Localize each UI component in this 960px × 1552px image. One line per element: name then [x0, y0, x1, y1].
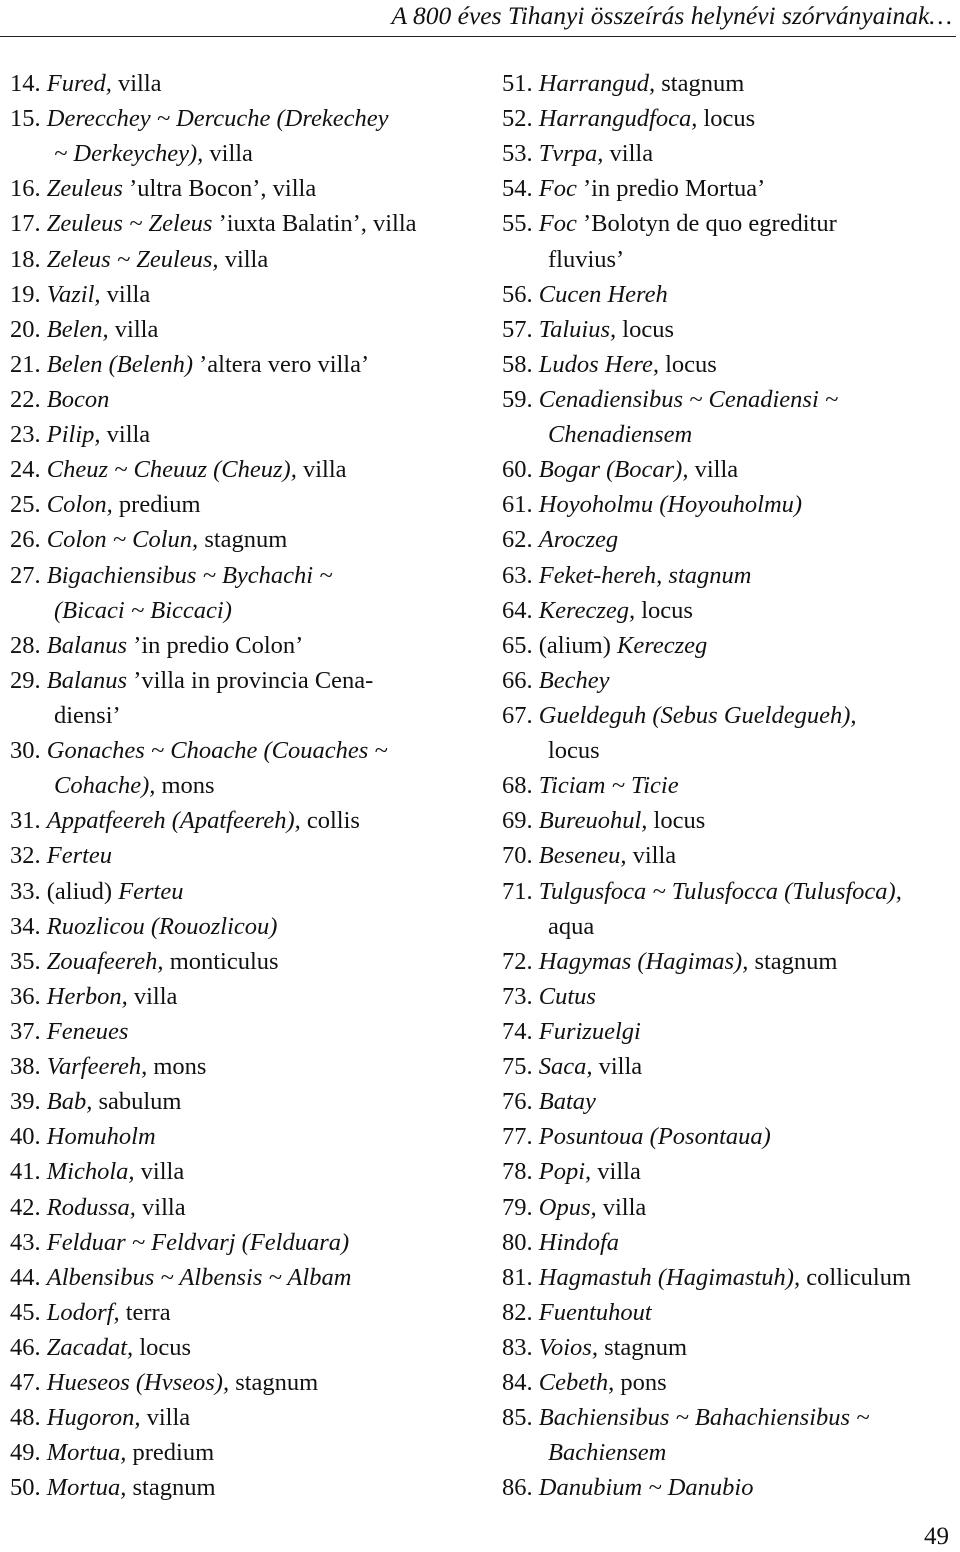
entry-text: 86.: [502, 1474, 539, 1502]
entry-text: villa: [135, 1193, 186, 1221]
entry-text: 35.: [10, 947, 47, 975]
place-name: Tvrpa,: [538, 140, 604, 168]
place-name: Tulgusfoca ~ Tulusfocca (Tulusfoca),: [538, 877, 902, 905]
entry-text: ’ultra Bocon’, villa: [122, 175, 317, 203]
place-name: Bigachiensibus ~ Bychachi ~: [46, 561, 333, 589]
place-name: Gonaches ~ Choache (Couaches ~: [46, 737, 388, 765]
place-name: Chenadiensem: [548, 421, 693, 449]
entry-text: pons: [614, 1369, 667, 1397]
list-item: [10, 522, 480, 557]
list-item: [10, 944, 480, 979]
list-item: [10, 1435, 480, 1470]
list-item: [10, 979, 480, 1014]
list-item-continuation: [10, 698, 480, 733]
list-item: [502, 1225, 960, 1260]
place-name: Rodussa,: [46, 1193, 136, 1221]
entry-text: 82.: [502, 1298, 539, 1326]
entry-text: 65. (alium): [502, 631, 617, 659]
entry-text: villa: [596, 1193, 647, 1221]
list-item: [502, 312, 960, 347]
entry-text: 57.: [502, 315, 539, 343]
place-name: ~ Derkeychey),: [54, 140, 204, 168]
list-item: [10, 1084, 480, 1119]
place-name: Danubium ~ Danubio: [538, 1474, 754, 1502]
place-name: Foc: [538, 210, 577, 238]
entry-text: predium: [112, 491, 201, 519]
list-item: [502, 66, 960, 101]
place-name: Saca,: [538, 1053, 593, 1081]
list-item-continuation: [502, 417, 960, 452]
entry-text: 42.: [10, 1193, 47, 1221]
entry-text: 75.: [502, 1053, 539, 1081]
entry-text: villa: [203, 140, 253, 168]
entry-text: 79.: [502, 1193, 539, 1221]
list-item: [10, 1365, 480, 1400]
place-name: Hugoron,: [46, 1404, 141, 1432]
list-item: [10, 838, 480, 873]
place-name: Ludos Here,: [538, 350, 659, 378]
entry-text: locus: [133, 1333, 192, 1361]
entry-text: 22.: [10, 385, 47, 413]
entry-text: 58.: [502, 350, 539, 378]
entry-text: 47.: [10, 1369, 47, 1397]
list-item: [10, 206, 480, 241]
entry-text: locus: [616, 315, 674, 343]
place-name: Varfeereh,: [46, 1053, 148, 1081]
list-item: [10, 1014, 480, 1049]
entry-text: 38.: [10, 1053, 47, 1081]
entry-text: 66.: [502, 666, 539, 694]
place-name: Michola,: [46, 1158, 135, 1186]
list-item: [502, 1014, 960, 1049]
place-name: Zeleus ~ Zeuleus,: [46, 245, 219, 273]
entry-text: villa: [592, 1053, 643, 1081]
place-name: Gueldeguh (Sebus Gueldegueh),: [538, 701, 857, 729]
entry-text: villa: [108, 315, 159, 343]
place-name: Vazil,: [46, 280, 101, 308]
place-name: Homuholm: [46, 1123, 156, 1151]
list-item: [502, 944, 960, 979]
list-item: [502, 1330, 960, 1365]
place-name: Cheuz ~ Cheuuz (Cheuz),: [46, 456, 297, 484]
entry-text: 72.: [502, 947, 539, 975]
list-item: [502, 768, 960, 803]
entry-text: 64.: [502, 596, 539, 624]
list-item: [502, 838, 960, 873]
entry-text: 50.: [10, 1474, 47, 1502]
entry-text: villa: [134, 1158, 185, 1186]
place-name: Opus,: [538, 1193, 597, 1221]
entry-text: stagnum: [229, 1369, 319, 1397]
entry-text: 27.: [10, 561, 47, 589]
entry-text: 34.: [10, 912, 47, 940]
place-name: Kereczeg,: [538, 596, 636, 624]
entry-text: 80.: [502, 1228, 539, 1256]
place-name: Mortua,: [46, 1439, 127, 1467]
entry-text: villa: [127, 982, 178, 1010]
list-item: [10, 417, 480, 452]
entry-text: locus: [647, 807, 706, 835]
running-header-title: A 800 éves Tihanyi összeírás helynévi szórványainak…: [391, 1, 952, 30]
entry-text: 56.: [502, 280, 539, 308]
entry-text: 76.: [502, 1088, 539, 1116]
place-name: Appatfeereh (Apatfeereh),: [46, 807, 301, 835]
entry-text: 62.: [502, 526, 539, 554]
place-name: Zeuleus: [46, 175, 123, 203]
list-item: [10, 101, 480, 136]
entry-text: villa: [100, 421, 151, 449]
list-item: [10, 628, 480, 663]
list-item: [10, 1470, 480, 1505]
entry-text: sabulum: [92, 1088, 182, 1116]
list-item: [10, 558, 480, 593]
list-item: [10, 909, 480, 944]
entry-text: 84.: [502, 1369, 539, 1397]
entry-text: diensi’: [54, 701, 121, 729]
place-name: Ruozlicou (Rouozlicou): [46, 912, 278, 940]
entry-text: villa: [296, 456, 347, 484]
place-name: Feket-hereh, stagnum: [538, 561, 752, 589]
list-item: [502, 1295, 960, 1330]
entry-text: 83.: [502, 1333, 539, 1361]
list-item: [10, 663, 480, 698]
place-name: Voios,: [538, 1333, 598, 1361]
entry-text: 46.: [10, 1333, 47, 1361]
entry-text: stagnum: [748, 947, 838, 975]
entry-text: 37.: [10, 1017, 47, 1045]
entry-text: 36.: [10, 982, 47, 1010]
list-item: [502, 663, 960, 698]
list-item: [502, 1119, 960, 1154]
entry-text: 59.: [502, 385, 539, 413]
entry-text: 81.: [502, 1263, 539, 1291]
place-name: Taluius,: [538, 315, 617, 343]
entry-text: 55.: [502, 210, 539, 238]
list-item: [502, 698, 960, 733]
place-name: (Bicaci ~ Biccaci): [54, 596, 232, 624]
list-item: [502, 277, 960, 312]
entry-text: stagnum: [126, 1474, 216, 1502]
list-item: [10, 1154, 480, 1189]
list-item-continuation: [502, 733, 960, 768]
place-name: Pilip,: [46, 421, 101, 449]
list-item: [10, 1400, 480, 1435]
place-name: Kereczeg: [617, 631, 708, 659]
entry-text: 41.: [10, 1158, 47, 1186]
entry-text: stagnum: [198, 526, 288, 554]
place-name: Hoyoholmu (Hoyouholmu): [538, 491, 803, 519]
entry-text: 39.: [10, 1088, 47, 1116]
entry-text: villa: [100, 280, 151, 308]
place-name: Ferteu: [46, 842, 113, 870]
entry-text: villa: [626, 842, 677, 870]
entry-text: 74.: [502, 1017, 539, 1045]
place-name: Colon,: [46, 491, 113, 519]
list-item: [502, 136, 960, 171]
place-name: Cohache),: [54, 772, 156, 800]
list-item: [502, 487, 960, 522]
entry-text: ’villa in provincia Cena-: [127, 666, 374, 694]
place-name: Albensibus ~ Albensis ~ Albam: [46, 1263, 352, 1291]
entry-text: locus: [635, 596, 693, 624]
right-column-list: [502, 66, 960, 1505]
entry-text: 23.: [10, 421, 47, 449]
place-name: Bab,: [46, 1088, 93, 1116]
place-name: Harrangudfoca,: [538, 105, 698, 133]
list-item: [10, 487, 480, 522]
list-item: [502, 593, 960, 628]
entry-text: 48.: [10, 1404, 47, 1432]
place-name: Hagmastuh (Hagimastuh),: [538, 1263, 801, 1291]
list-item: [10, 1225, 480, 1260]
entry-text: 17.: [10, 210, 47, 238]
place-name: Beseneu,: [538, 842, 627, 870]
entry-text: 70.: [502, 842, 539, 870]
place-name: Aroczeg: [538, 526, 619, 554]
entry-text: 33. (aliud): [10, 877, 119, 905]
entry-text: villa: [111, 70, 162, 97]
list-item-continuation: [502, 242, 960, 277]
list-item: [10, 382, 480, 417]
place-name: Cebeth,: [538, 1369, 615, 1397]
entry-text: 15.: [10, 105, 47, 133]
entry-text: mons: [155, 772, 215, 800]
place-name: Foc: [538, 175, 577, 203]
entry-text: 28.: [10, 631, 47, 659]
entry-text: 40.: [10, 1123, 47, 1151]
list-item-continuation: [10, 768, 480, 803]
list-item: [10, 347, 480, 382]
entry-text: ’iuxta Balatin’, villa: [212, 210, 417, 238]
list-item: [10, 1260, 480, 1295]
entry-text: 77.: [502, 1123, 539, 1151]
entry-text: locus: [658, 350, 717, 378]
entry-text: 44.: [10, 1263, 47, 1291]
entry-text: villa: [591, 1158, 641, 1186]
list-item: [10, 66, 480, 101]
entry-text: 30.: [10, 737, 47, 765]
place-name: Bogar (Bocar),: [538, 456, 689, 484]
list-item-continuation: [502, 1435, 960, 1470]
place-name: Belen,: [46, 315, 109, 343]
place-name: Lodorf,: [46, 1298, 120, 1326]
entry-text: 21.: [10, 350, 47, 378]
place-name: Fured,: [46, 70, 112, 97]
place-name: Ticiam ~ Ticie: [538, 772, 679, 800]
entry-text: monticulus: [163, 947, 279, 975]
list-item: [502, 101, 960, 136]
entry-text: 26.: [10, 526, 47, 554]
list-item: [10, 452, 480, 487]
list-item: [10, 874, 480, 909]
place-name: Bachiensem: [548, 1439, 667, 1467]
list-item: [502, 558, 960, 593]
list-item-continuation: [10, 593, 480, 628]
list-item: [10, 803, 480, 838]
place-name: Balanus: [46, 666, 128, 694]
entry-text: 19.: [10, 280, 47, 308]
list-item: [10, 312, 480, 347]
place-name: Mortua,: [46, 1474, 127, 1502]
entry-text: 31.: [10, 807, 47, 835]
entry-text: 18.: [10, 245, 47, 273]
place-name: Bureuohul,: [538, 807, 648, 835]
entry-text: mons: [147, 1053, 207, 1081]
entry-text: 85.: [502, 1404, 539, 1432]
place-name: Cenadiensibus ~ Cenadiensi ~: [538, 385, 839, 413]
entry-text: 54.: [502, 175, 539, 203]
list-item: [502, 347, 960, 382]
list-item: [10, 1190, 480, 1225]
entry-text: 43.: [10, 1228, 47, 1256]
entry-text: villa: [140, 1404, 191, 1432]
list-item: [10, 277, 480, 312]
place-name: Fuentuhout: [538, 1298, 652, 1326]
entry-text: 32.: [10, 842, 47, 870]
entry-text: ’in predio Mortua’: [576, 175, 766, 203]
entry-text: 25.: [10, 491, 47, 519]
running-header: [0, 0, 956, 37]
list-item-continuation: [502, 909, 960, 944]
place-name: Zeuleus ~ Zeleus: [46, 210, 213, 238]
entry-text: 69.: [502, 807, 539, 835]
list-item: [502, 382, 960, 417]
entry-text: stagnum: [655, 70, 745, 97]
list-item-continuation: [10, 136, 480, 171]
entry-text: locus: [697, 105, 756, 133]
list-item: [502, 1400, 960, 1435]
list-item: [502, 979, 960, 1014]
entry-text: 61.: [502, 491, 539, 519]
list-item: [502, 1260, 960, 1295]
list-item: [10, 1295, 480, 1330]
list-item: [502, 522, 960, 557]
entry-text: 20.: [10, 315, 47, 343]
place-name: Harrangud,: [538, 70, 656, 97]
place-name: Batay: [538, 1088, 596, 1116]
list-item: [502, 803, 960, 838]
left-column-list: [10, 66, 480, 1505]
entry-text: ’in predio Colon’: [127, 631, 304, 659]
entry-text: 52.: [502, 105, 539, 133]
list-item: [10, 733, 480, 768]
entry-text: 60.: [502, 456, 539, 484]
list-item: [502, 1084, 960, 1119]
place-name: Colon ~ Colun,: [46, 526, 199, 554]
entry-text: stagnum: [597, 1333, 688, 1361]
entry-text: ’altera vero villa’: [192, 350, 370, 378]
entry-text: 73.: [502, 982, 539, 1010]
list-item: [10, 171, 480, 206]
list-item: [502, 171, 960, 206]
entry-text: terra: [119, 1298, 171, 1326]
place-name: Bechey: [538, 666, 610, 694]
list-item: [10, 1119, 480, 1154]
place-name: Bocon: [46, 385, 110, 413]
place-name: Cutus: [538, 982, 596, 1010]
entry-text: predium: [126, 1439, 215, 1467]
list-item: [502, 452, 960, 487]
entry-text: fluvius’: [548, 245, 625, 273]
entry-text: 71.: [502, 877, 539, 905]
place-name: Furizuelgi: [538, 1017, 641, 1045]
place-name: Popi,: [538, 1158, 592, 1186]
place-name: Zouafeereh,: [46, 947, 164, 975]
entry-text: 49.: [10, 1439, 47, 1467]
entry-text: 53.: [502, 140, 539, 168]
entry-text: 16.: [10, 175, 47, 203]
place-name: Hagymas (Hagimas),: [538, 947, 749, 975]
place-name: Herbon,: [46, 982, 128, 1010]
list-item: [502, 1470, 960, 1505]
place-name: Balanus: [46, 631, 128, 659]
entry-text: 68.: [502, 772, 539, 800]
entry-text: 14.: [10, 70, 47, 97]
entry-text: aqua: [548, 912, 595, 940]
place-name: Belen (Belenh): [46, 350, 193, 378]
entry-text: villa: [603, 140, 654, 168]
list-item: [502, 1049, 960, 1084]
place-name: Zacadat,: [46, 1333, 134, 1361]
place-name: Feneues: [46, 1017, 129, 1045]
entry-text: 67.: [502, 701, 539, 729]
list-item: [502, 874, 960, 909]
entry-text: 29.: [10, 666, 47, 694]
page-number: 49: [924, 1523, 949, 1550]
list-item: [502, 1190, 960, 1225]
list-item: [502, 206, 960, 241]
entry-text: colliculum: [800, 1263, 912, 1291]
place-name: Posuntoua (Posontaua): [538, 1123, 771, 1151]
list-item: [502, 628, 960, 663]
list-item: [10, 242, 480, 277]
entry-text: villa: [218, 245, 269, 273]
entry-text: 63.: [502, 561, 539, 589]
place-name: Cucen Hereh: [538, 280, 668, 308]
place-name: Ferteu: [118, 877, 184, 905]
entry-text: collis: [300, 807, 360, 835]
entry-text: 78.: [502, 1158, 539, 1186]
entry-text: 24.: [10, 456, 47, 484]
entry-text: locus: [548, 737, 600, 765]
place-name: Derecchey ~ Dercuche (Drekechey: [46, 105, 389, 133]
entry-text: 51.: [502, 70, 539, 97]
place-name: Hindofa: [538, 1228, 620, 1256]
list-item: [502, 1365, 960, 1400]
list-item: [10, 1330, 480, 1365]
entry-text: 45.: [10, 1298, 47, 1326]
place-name: Felduar ~ Feldvarj (Felduara): [46, 1228, 350, 1256]
list-item: [502, 1154, 960, 1189]
place-name: Bachiensibus ~ Bahachiensibus ~: [538, 1404, 870, 1432]
list-item: [10, 1049, 480, 1084]
entry-text: ’Bolotyn de quo egreditur: [576, 210, 837, 238]
entry-text: villa: [688, 456, 739, 484]
place-name: Hueseos (Hvseos),: [46, 1369, 230, 1397]
